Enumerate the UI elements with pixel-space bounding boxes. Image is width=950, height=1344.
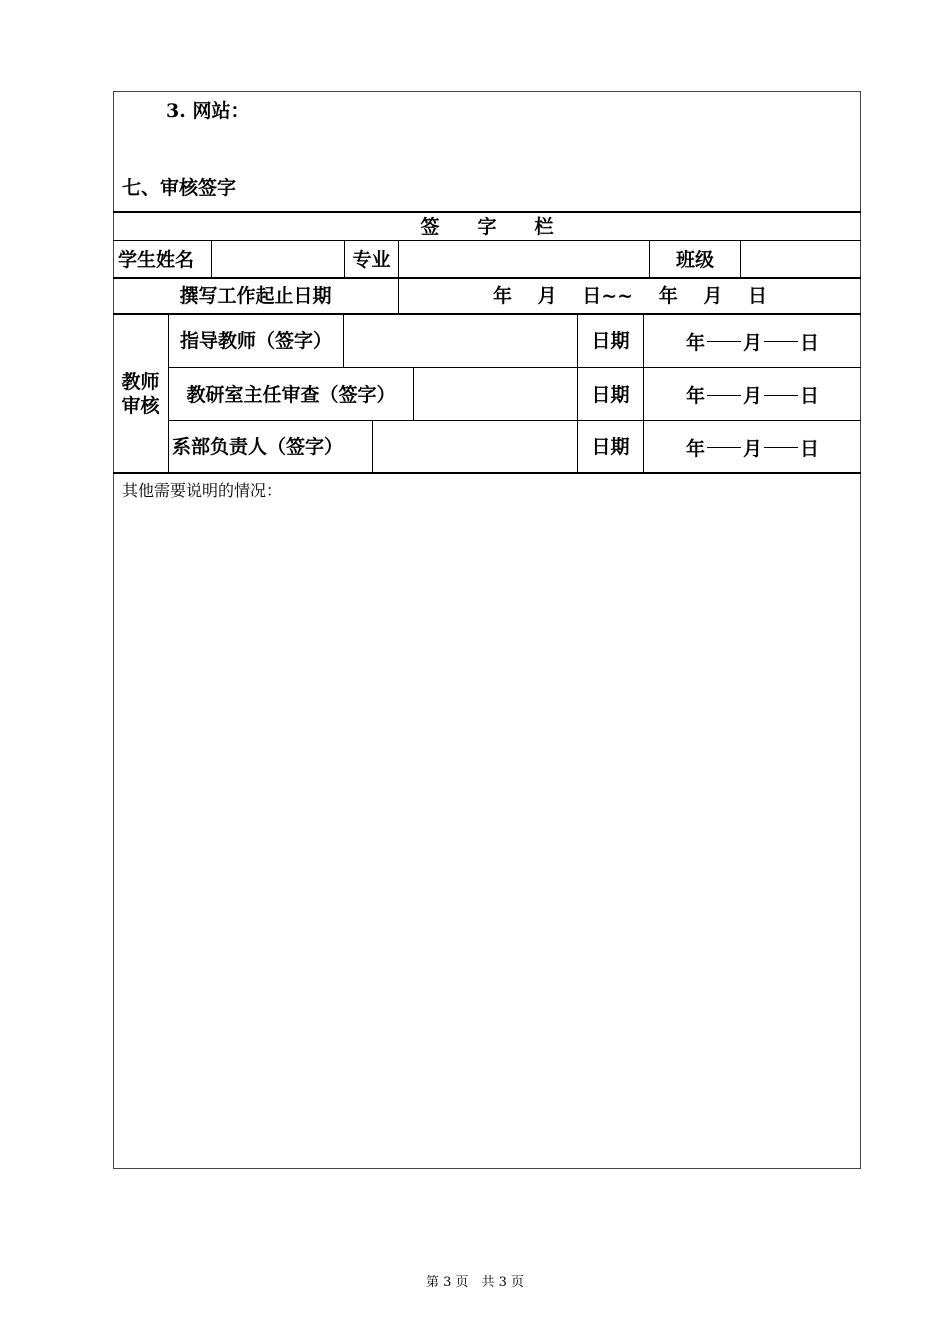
writing-period-value[interactable]: 年 月 日~~ 年 月 日: [493, 285, 767, 307]
student-name-field[interactable]: [212, 242, 344, 277]
month-blank: [707, 394, 741, 396]
page-footer: 第 3 页 共 3 页: [425, 1275, 525, 1290]
day-label: 日: [800, 331, 820, 354]
year-label: 年: [685, 331, 705, 354]
department-head-field[interactable]: [373, 422, 577, 472]
table-line: [113, 240, 861, 241]
director-review-field[interactable]: [414, 369, 577, 420]
year-label: 年: [685, 385, 705, 407]
table-bottom-border: [113, 472, 861, 474]
advisor-sign-field[interactable]: [344, 315, 577, 367]
month-blank: [707, 446, 741, 448]
day-label: 日: [800, 385, 820, 407]
section-website: 3. 网站：: [166, 100, 250, 122]
day-blank: [764, 340, 798, 342]
month-label: 月: [742, 437, 762, 460]
sign-table-title: 签 字 栏: [420, 215, 554, 238]
section-heading: 七、审核签字: [122, 177, 237, 199]
major-field[interactable]: [399, 242, 649, 277]
class-field[interactable]: [741, 242, 861, 277]
director-review-label: 教研室主任审查（签字）: [186, 383, 396, 406]
department-head-label: 系部负责人（签字）: [172, 436, 344, 458]
notes-area[interactable]: [114, 500, 860, 1168]
director-date-label: 日期: [591, 383, 630, 406]
department-date-field[interactable]: [644, 422, 861, 472]
month-label: 月: [742, 385, 762, 407]
advisor-sign-label: 指导教师（签字）: [179, 330, 332, 352]
student-name-label: 学生姓名: [118, 248, 195, 271]
major-label: 专业: [352, 248, 391, 271]
writing-period-label: 撰写工作起止日期: [179, 285, 332, 307]
advisor-date-field[interactable]: [644, 315, 861, 367]
director-date-field[interactable]: [644, 369, 861, 420]
day-blank: [764, 446, 798, 448]
class-label: 班级: [675, 248, 714, 271]
advisor-date-label: 日期: [591, 330, 630, 352]
month-label: 月: [742, 331, 762, 354]
month-blank: [707, 340, 741, 342]
day-blank: [764, 394, 798, 396]
table-line: [168, 367, 861, 368]
day-label: 日: [800, 437, 820, 460]
year-label: 年: [685, 437, 705, 460]
notes-label: 其他需要说明的情况：: [122, 481, 283, 500]
table-line: [168, 420, 861, 421]
teacher-review-label: 教师审核: [121, 370, 160, 417]
department-date-label: 日期: [591, 436, 630, 458]
